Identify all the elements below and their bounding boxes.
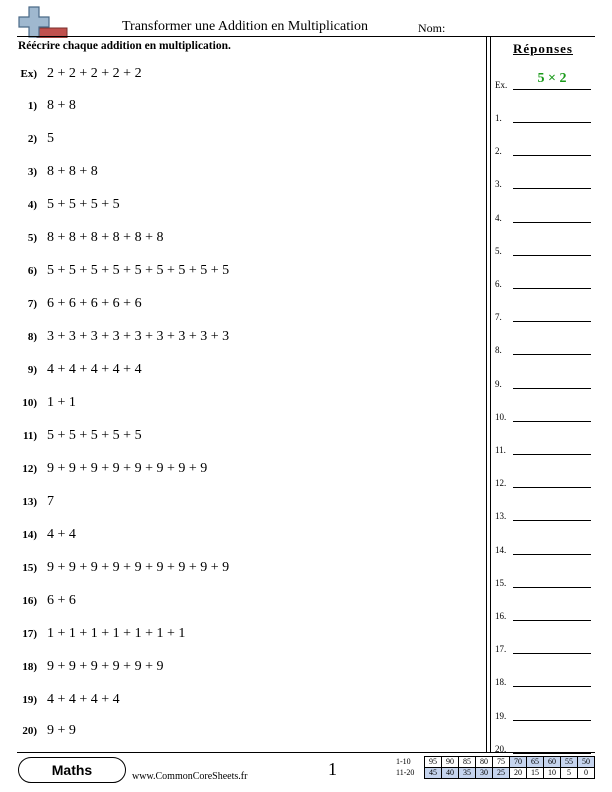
score-row-label: 11-20 <box>396 768 415 777</box>
problem-number: 5) <box>27 232 37 244</box>
score-cell: 95 <box>425 757 442 768</box>
problem-number: 12) <box>22 463 37 475</box>
answer-label: 3. <box>495 179 502 190</box>
problem-number: 9) <box>27 364 37 376</box>
answer-label: 4. <box>495 212 502 223</box>
score-cell: 50 <box>578 757 595 768</box>
score-cell: 85 <box>459 757 476 768</box>
score-cell: 60 <box>544 757 561 768</box>
problem-number: 15) <box>22 562 37 574</box>
answer-row <box>495 539 595 555</box>
score-table <box>396 756 595 779</box>
page-number: 1 <box>328 759 337 779</box>
answer-label: 8. <box>495 345 502 356</box>
answer-row <box>495 406 595 422</box>
score-cell: 55 <box>561 757 578 768</box>
answer-blank <box>513 89 591 90</box>
answer-blank[interactable] <box>513 222 591 223</box>
answer-label: 5. <box>495 245 502 256</box>
score-cell: 20 <box>510 768 527 779</box>
problem-row <box>0 692 480 712</box>
answer-row <box>495 273 595 289</box>
problem-row <box>0 723 480 743</box>
problem-expression: 4 + 4 + 4 + 4 + 4 <box>47 362 142 377</box>
column-divider <box>486 37 487 753</box>
score-cell: 10 <box>544 768 561 779</box>
problem-row <box>0 66 480 86</box>
answer-label: 15. <box>495 577 507 588</box>
problem-number: 1) <box>27 100 37 112</box>
answer-label: 18. <box>495 677 507 688</box>
problem-expression: 5 <box>47 131 54 146</box>
problem-expression: 6 + 6 <box>47 593 76 608</box>
problem-number: 4) <box>27 199 37 211</box>
score-cell: 70 <box>510 757 527 768</box>
answer-label: 12. <box>495 478 507 489</box>
answer-label: 20. <box>495 743 507 754</box>
problem-row <box>0 527 480 547</box>
problem-expression: 8 + 8 <box>47 98 76 113</box>
name-label: Nom: <box>418 21 446 35</box>
answer-blank[interactable] <box>513 454 591 455</box>
footer-divider <box>17 752 595 753</box>
column-divider <box>490 37 491 753</box>
score-cell: 65 <box>527 757 544 768</box>
answer-blank[interactable] <box>513 354 591 355</box>
problem-expression: 5 + 5 + 5 + 5 <box>47 197 120 212</box>
problem-expression: 8 + 8 + 8 <box>47 164 98 179</box>
answer-label: 2. <box>495 146 502 157</box>
answer-label: 19. <box>495 710 507 721</box>
answer-row <box>495 505 595 521</box>
example-answer: 5 × 2 <box>537 71 567 86</box>
answer-blank[interactable] <box>513 686 591 687</box>
answer-label: 11. <box>495 445 506 455</box>
answer-blank[interactable] <box>513 321 591 322</box>
score-cell: 25 <box>493 768 510 779</box>
problem-number: 20) <box>22 725 37 737</box>
problem-expression: 9 + 9 + 9 + 9 + 9 + 9 + 9 + 9 <box>47 461 208 476</box>
problem-expression: 6 + 6 + 6 + 6 + 6 <box>47 296 142 311</box>
answer-row <box>495 472 595 488</box>
answer-blank[interactable] <box>513 520 591 521</box>
problem-row <box>0 296 480 316</box>
score-cell: 5 <box>561 768 578 779</box>
answer-blank[interactable] <box>513 421 591 422</box>
problem-row <box>0 494 480 514</box>
problem-row <box>0 626 480 646</box>
problem-number: 13) <box>22 496 37 508</box>
problem-expression: 2 + 2 + 2 + 2 + 2 <box>47 66 142 81</box>
problem-row <box>0 329 480 349</box>
score-cell: 90 <box>442 757 459 768</box>
score-row <box>396 757 595 768</box>
answer-blank[interactable] <box>513 155 591 156</box>
problem-expression: 1 + 1 <box>47 395 76 410</box>
problem-row <box>0 461 480 481</box>
problem-number: 3) <box>27 166 37 178</box>
answer-row <box>495 140 595 156</box>
score-cell: 30 <box>476 768 493 779</box>
score-cell: 45 <box>425 768 442 779</box>
answer-row <box>495 339 595 355</box>
answer-row <box>495 207 595 223</box>
score-cell: 75 <box>493 757 510 768</box>
score-cell: 40 <box>442 768 459 779</box>
answer-row <box>495 638 595 654</box>
problem-row <box>0 263 480 283</box>
answer-blank[interactable] <box>513 653 591 654</box>
problem-expression: 4 + 4 <box>47 527 76 542</box>
score-cell: 35 <box>459 768 476 779</box>
problem-row <box>0 428 480 448</box>
answer-row-example <box>495 71 595 90</box>
problem-row <box>0 230 480 250</box>
problem-row <box>0 131 480 151</box>
problem-number: 11) <box>22 430 37 442</box>
answer-blank[interactable] <box>513 554 591 555</box>
subject-badge: Maths <box>18 757 126 783</box>
problem-number: 16) <box>22 595 37 607</box>
score-row <box>396 768 595 779</box>
answer-blank[interactable] <box>513 620 591 621</box>
problem-expression: 9 + 9 <box>47 723 76 738</box>
problem-expression: 9 + 9 + 9 + 9 + 9 + 9 + 9 + 9 + 9 <box>47 560 230 575</box>
instructions: Réécrire chaque addition en multiplication. <box>18 40 231 52</box>
plus-logo-icon <box>17 6 71 38</box>
answer-row <box>495 671 595 687</box>
answer-blank[interactable] <box>513 288 591 289</box>
problem-expression: 5 + 5 + 5 + 5 + 5 <box>47 428 142 443</box>
problem-row <box>0 593 480 613</box>
problem-row <box>0 197 480 217</box>
problem-row <box>0 395 480 415</box>
answer-row <box>495 107 595 123</box>
problem-number: 18) <box>22 661 37 673</box>
problem-expression: 9 + 9 + 9 + 9 + 9 + 9 <box>47 659 164 674</box>
answer-label: 16. <box>495 611 507 621</box>
problem-number: 17) <box>22 628 37 640</box>
problem-row <box>0 560 480 580</box>
score-cell: 80 <box>476 757 493 768</box>
problem-number: 8) <box>27 331 37 343</box>
answer-label: 10. <box>495 411 507 422</box>
problem-expression: 8 + 8 + 8 + 8 + 8 + 8 <box>47 230 164 245</box>
answer-label: 1. <box>495 113 502 123</box>
website-link[interactable]: www.CommonCoreSheets.fr <box>132 771 248 782</box>
answer-label: 17. <box>495 644 507 655</box>
answer-label: 14. <box>495 544 507 555</box>
answer-row <box>495 572 595 588</box>
problem-number: 10) <box>22 397 37 409</box>
problem-row <box>0 362 480 382</box>
answer-blank[interactable] <box>513 388 591 389</box>
answer-blank[interactable] <box>513 255 591 256</box>
problem-number: 19) <box>22 694 37 706</box>
answer-row <box>495 306 595 322</box>
problem-number: 6) <box>27 265 37 277</box>
problem-number: Ex) <box>20 68 37 80</box>
answer-blank[interactable] <box>513 188 591 189</box>
answer-row <box>495 240 595 256</box>
answer-label: 6. <box>495 279 502 289</box>
answer-label: 13. <box>495 511 507 522</box>
problem-number: 2) <box>27 133 37 145</box>
answer-label: 9. <box>495 378 502 389</box>
answer-row <box>495 173 595 189</box>
problem-row <box>0 659 480 679</box>
worksheet-title: Transformer une Addition en Multiplication <box>122 19 369 34</box>
problem-row <box>0 98 480 118</box>
answer-row <box>495 373 595 389</box>
answer-row <box>495 439 595 455</box>
score-cell: 0 <box>578 768 595 779</box>
answer-row <box>495 705 595 721</box>
answer-row <box>495 605 595 621</box>
header-divider <box>17 36 595 37</box>
score-cell: 15 <box>527 768 544 779</box>
answer-label: 7. <box>495 312 502 323</box>
answer-blank[interactable] <box>513 720 591 721</box>
answer-label: Ex. <box>495 80 508 90</box>
problem-expression: 7 <box>47 494 54 509</box>
answer-blank[interactable] <box>513 487 591 488</box>
problem-row <box>0 164 480 184</box>
problem-number: 7) <box>27 298 37 310</box>
problem-expression: 1 + 1 + 1 + 1 + 1 + 1 + 1 <box>47 626 186 641</box>
problem-expression: 5 + 5 + 5 + 5 + 5 + 5 + 5 + 5 + 5 <box>47 263 230 278</box>
problem-expression: 4 + 4 + 4 + 4 <box>47 692 120 707</box>
problem-number: 14) <box>22 529 37 541</box>
answer-blank[interactable] <box>513 122 591 123</box>
answers-heading: Réponses <box>512 41 573 56</box>
score-row-label: 1-10 <box>396 757 411 766</box>
problem-expression: 3 + 3 + 3 + 3 + 3 + 3 + 3 + 3 + 3 <box>47 329 230 344</box>
answer-blank[interactable] <box>513 587 591 588</box>
